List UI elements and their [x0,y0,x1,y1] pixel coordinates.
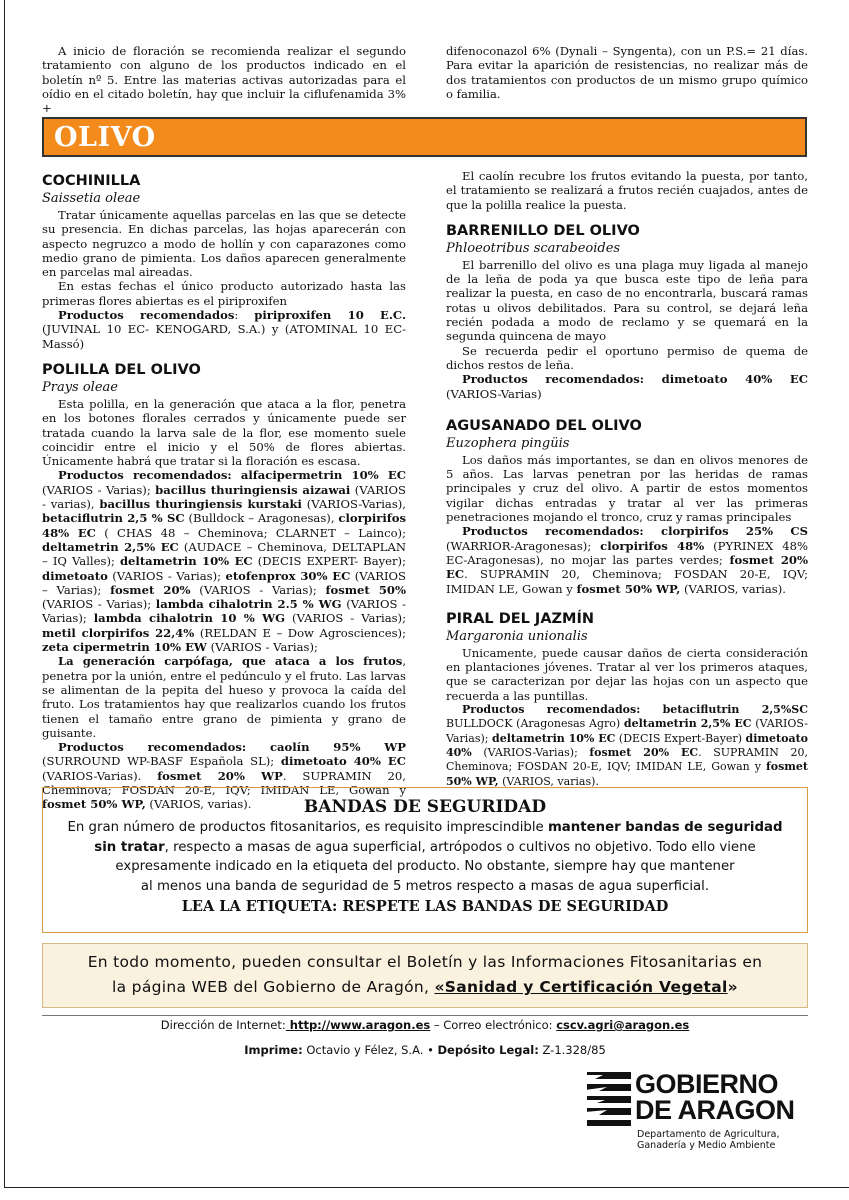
piral-products: Productos recomendados: betaciflutrin 2,5%SC BULLDOCK (Aragonesas Agro) deltametrin 2,5% EC (VARIOS-Varias); deltametrin 10% EC (DECIS Expert-Bayer) dimetoato 40% (VARIOS-Varias); fosmet 20% EC. SUPRAMIN 20, Cheminova; FOSDAN 20-E, IQV; IMIDAN LE, Gowan y fosmet 50% WP, (VARIOS, varias). [446,703,808,788]
polilla-title: POLILLA DEL OLIVO [42,361,201,378]
barrenillo-products: Productos recomendados: dimetoato 40% EC (VARIOS-Varias) [446,372,808,401]
cochinilla-products: Productos recomendados: piriproxifen 10 E.C. (JUVINAL 10 EC- KENOGARD, S.A.) y (ATOMINAL 10 EC-Massó) [42,308,406,351]
gobierno-aragon-logo [585,1070,815,1160]
safety-line-2: sin tratar, respecto a masas de agua superficial, artrópodos o cultivos no objetivo. Todo ello viene [94,839,756,855]
top-left-text [42,44,406,115]
cochinilla-scientific-name: Saissetia oleae [42,191,141,206]
top-right-text [446,44,808,101]
oidio-paragraph: A inicio de floración se recomienda realizar el segundo tratamiento con alguno de los productos indicado en el boletín nº 5. Entre las materias activas autorizadas para el oídio en el citado boletín, hay que incluir la ciflufenamida 3% + [42,44,406,116]
piral-paragraph-1: Unicamente, puede causar daños de cierta consideración en plantaciones jóvenes. Tratar al ver los primeros ataques, que se caracterizan por dejar las hojas con un aspecto que recuerda a las puntillas. [446,645,808,703]
agusanado-section [446,417,808,596]
cochinilla-paragraph-2: En estas fechas el único producto autorizado hasta las primeras flores abiertas es el piriproxifen [42,279,406,308]
polilla-paragraph-1: Esta polilla, en la generación que ataca a la flor, penetra en los botones florales cerrados y únicamente puede ser tratada cuando la larva sale de la flor, ese momento suele coincidir entre el inicio y el 50% de flores abiertas. Únicamente habrá que tratar si la floración es escasa. [42,396,406,469]
safety-line-3: expresamente indicado en la etiqueta del producto. No obstante, siempre hay que mantener [115,859,735,874]
safety-warning: LEA LA ETIQUETA: RESPETE LAS BANDAS DE SEGURIDAD [181,898,669,915]
cochinilla-section [42,172,406,351]
logo-text-aragon: DE ARAGON [635,1095,795,1125]
safety-bands-title: BANDAS DE SEGURIDAD [303,797,547,817]
logo-text-gobierno: GOBIERNO [635,1069,779,1099]
page-border-left [4,0,5,1188]
polilla-section [42,361,406,812]
web-line-1: En todo momento, pueden consultar el Boletín y las Informaciones Fitosanitarias en [87,953,763,971]
barrenillo-paragraph-2: Se recuerda pedir el oportuno permiso de quema de dichos restos de leña. [446,343,808,372]
agusanado-scientific-name: Euzophera pingüis [446,435,570,451]
cochinilla-paragraph-1: Tratar únicamente aquellas parcelas en las que se detecte su presencia. En dichas parcelas, las hojas aparecerán con aspecto negruzco a modo de hollín y con caparazones como medio grano de pimienta. Los daños aparecen generalmente en parcelas mal aireadas. [42,208,406,280]
web-info-box [42,943,808,1008]
piral-scientific-name: Margaronia unionalis [446,628,588,644]
piral-title: PIRAL DEL JAZMÍN [446,610,595,627]
printer-line: Imprime: Octavio y Félez, S.A. • Depósito Legal: Z-1.328/85 [244,1043,606,1057]
department-line-1: Departamento de Agricultura, [637,1129,780,1140]
safety-line-1: En gran número de productos fitosanitarios, es requisito imprescindible mantener bandas de seguridad [67,820,783,835]
piral-section [446,610,808,789]
right-column [446,169,808,789]
page-border-bottom [4,1187,849,1188]
barrenillo-paragraph-1: El barrenillo del olivo es una plaga muy ligada al manejo de la leña de poda ya que busca este tipo de leña para realizar la puesta, en caso de no encontrarla, buscará ramas rotas u olivos debilitados. Para su control, se dejará leña recién podada a modo de reclamo y se quemará en la segunda quincena de mayo [446,257,808,344]
footer-divider [42,1015,808,1016]
barrenillo-section [446,222,808,401]
polilla-products: Productos recomendados: alfacipermetrin 10% EC (VARIOS - Varias); bacillus thuringiensis aizawai (VARIOS - varias), bacillus thuringiensis kurstaki (VARIOS-Varias), betaciflutrin 2,5 % SC (Bulldock – Aragonesas), clorpirifos 48% EC ( CHAS 48 – Cheminova; CLARNET – Lainco); deltametrin 2,5% EC (AUDACE – Cheminova, DELTAPLAN – IQ Valles); deltametrin 10% EC (DECIS EXPERT- Bayer); dimetoato (VARIOS - Varias); etofenprox 30% EC (VARIOS – Varias); fosmet 20% (VARIOS - Varias); fosmet 50% (VARIOS - Varias); lambda cihalotrin 2.5 % WG (VARIOS - Varias); lambda cihalotrin 10 % WG (VARIOS - Varias); metil clorpirifos 22,4% (RELDAN E – Dow Agrosciences); zeta cipermetrin 10% EW (VARIOS - Varias); [42,468,406,655]
section-title: OLIVO [54,122,156,153]
web-line-2: la página WEB del Gobierno de Aragón, «Sanidad y Certificación Vegetal» [112,978,738,996]
barrenillo-scientific-name: Phloeotribus scarabeoides [446,240,621,256]
olivo-section-banner [42,117,807,157]
web-section-link[interactable]: «Sanidad y Certificación Vegetal [434,978,728,996]
agusanado-title: AGUSANADO DEL OLIVO [446,417,642,434]
agusanado-products: Productos recomendados: clorpirifos 25% CS (WARRIOR-Aragonesas); clorpirifos 48% (PYRINEX 48% EC-Aragonesas), no mojar las partes verdes; fosmet 20% EC. SUPRAMIN 20, Cheminova; FOSDAN 20-E, IQV; IMIDAN LE, Gowan y fosmet 50% WP, (VARIOS, varias). [446,524,808,596]
safety-bands-box [42,787,808,933]
email-link[interactable]: cscv.agri@aragon.es [556,1018,690,1032]
website-link[interactable]: http://www.aragon.es [285,1018,431,1032]
oidio-paragraph-cont: difenoconazol 6% (Dynali – Syngenta), con un P.S.= 21 días. Para evitar la aparición de resistencias, no realizar más de dos tratamientos con productos de un mismo grupo químico o familia. [446,44,808,101]
polilla-paragraph-2: La generación carpófaga, que ataca a los frutos, penetra por la unión, entre el pedúnculo y el fruto. Las larvas se alimentan de la pepita del hueso y provoca la caída del fruto. Los tratamientos hay que realizarlos cuando los frutos tienen el tamaño entre grano de pimienta y grano de guisante. [42,654,406,740]
aragon-flag-icon [585,1070,631,1126]
polilla-products-2: Productos recomendados: caolín 95% WP (SURROUND WP-BASF Española SL); dimetoato 40% EC (VARIOS-Varias). fosmet 20% WP. SUPRAMIN 20, Cheminova; FOSDAN 20-E, IQV; IMIDAN LE, Gowan y fosmet 50% WP, (VARIOS, varias). [42,740,406,812]
polilla-scientific-name: Prays oleae [42,379,118,395]
cochinilla-title: COCHINILLA [42,173,141,189]
barrenillo-title: BARRENILLO DEL OLIVO [446,222,640,239]
safety-line-4: al menos una banda de seguridad de 5 metros respecto a masas de agua superficial. [140,878,710,894]
caolin-paragraph: El caolín recubre los frutos evitando la puesta, por tanto, el tratamiento se realizará a frutos recién cuajados, antes de que la polilla realice la puesta. [446,169,808,212]
agusanado-paragraph-1: Los daños más importantes, se dan en olivos menores de 5 años. Las larvas penetran por las heridas de ramas principales y cruz del olivo. A partir de estos momentos vigilar dichas entradas y tratar al ver las primeras penetraciones mojando el tronco, cruz y ramas principales [446,452,808,525]
left-column [42,172,406,812]
department-line-2: Ganadería y Medio Ambiente [637,1140,776,1151]
contact-line: Dirección de Internet: http://www.aragon.es – Correo electrónico: cscv.agri@aragon.es [160,1018,690,1032]
